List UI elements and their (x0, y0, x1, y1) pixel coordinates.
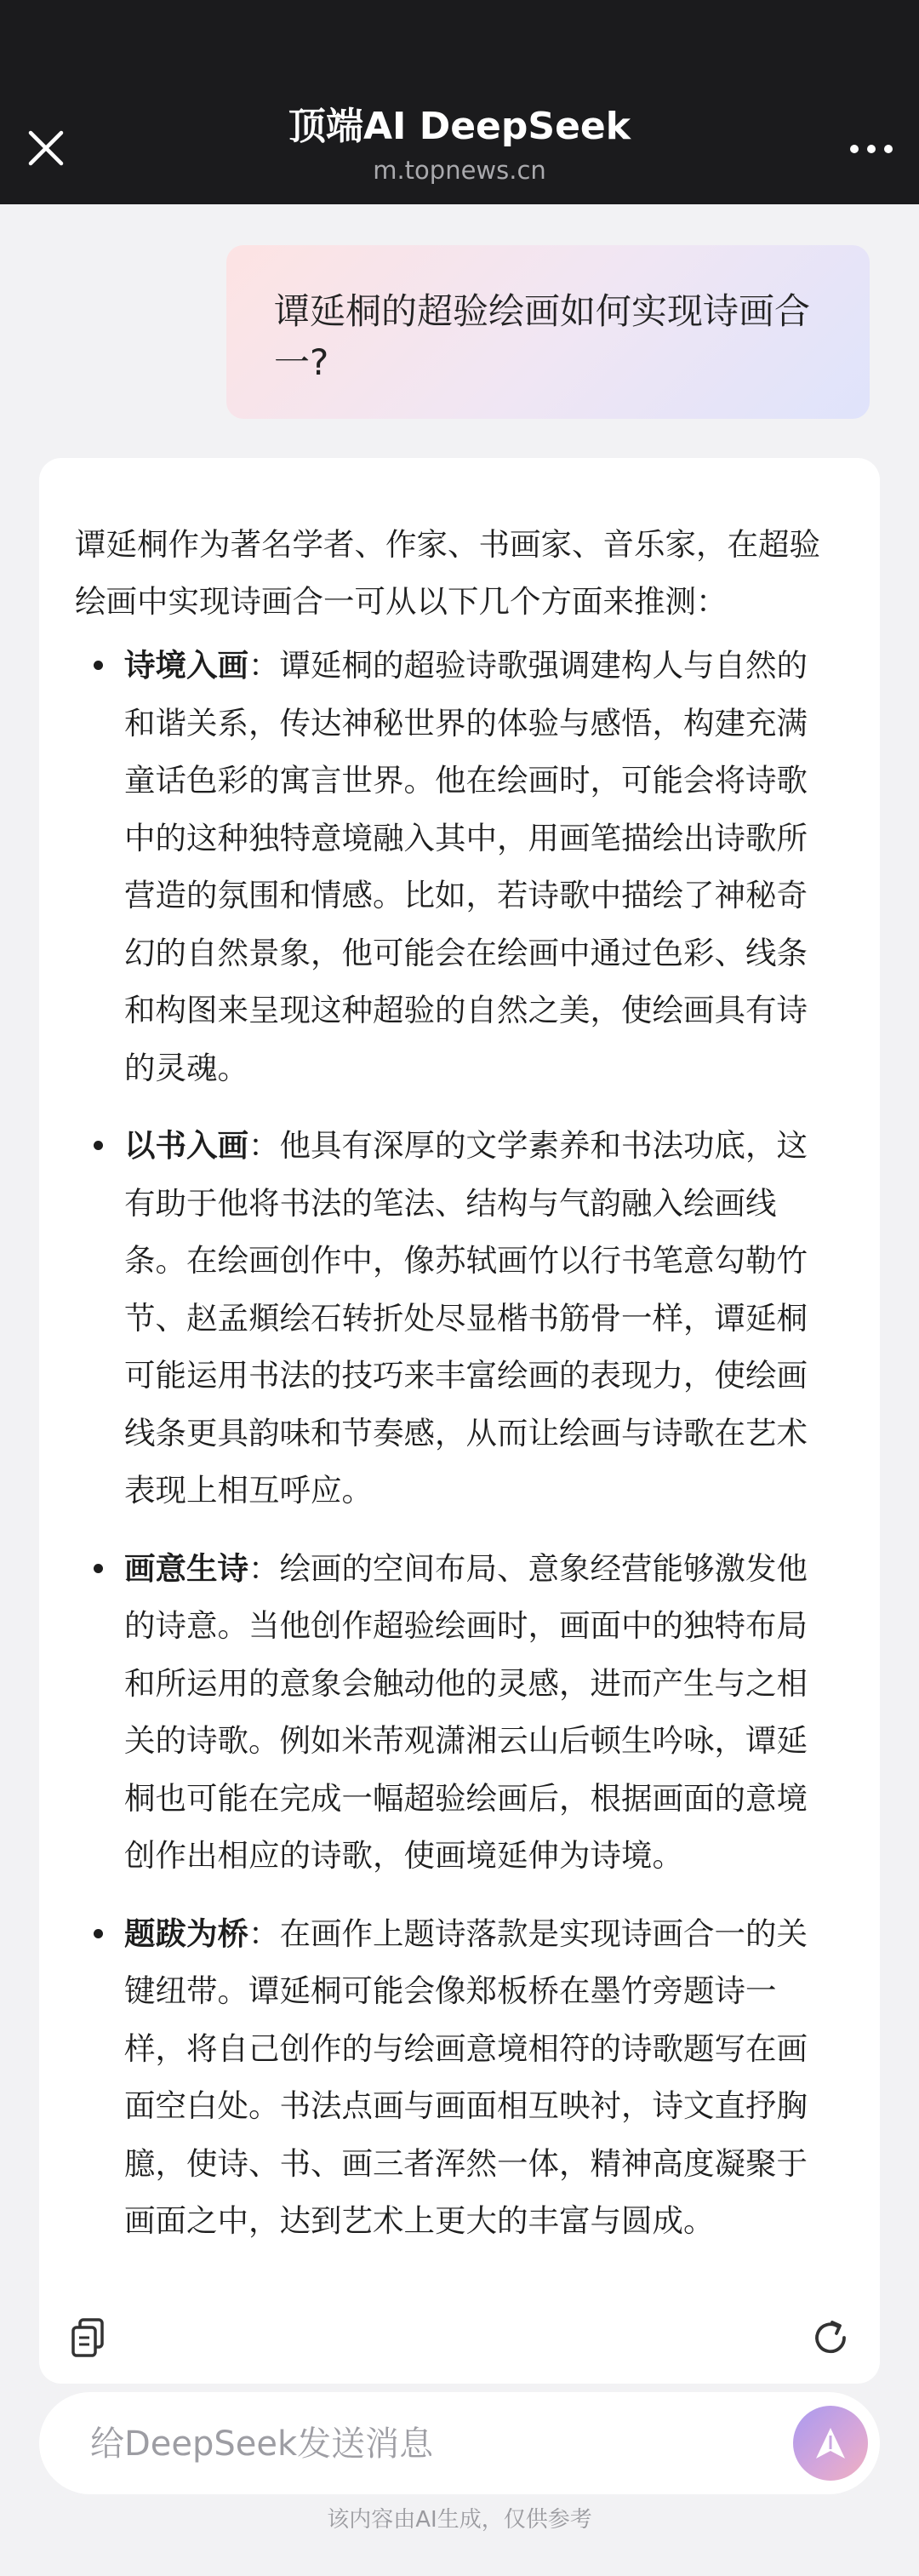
answer-point (75, 1905, 831, 2250)
message-input[interactable] (88, 2418, 773, 2470)
point-text: ：谭延桐的超验诗歌强调建构人与自然的和谐关系，传达神秘世界的体验与感悟，构建充满童话色彩的寓言世界。他在绘画时，可能会将诗歌中的这种独特意境融入其中，用画笔描绘出诗歌所营造的氛围和情感。比如，若诗歌中描绘了神秘奇幻的自然景象，他可能会在绘画中通过色彩、线条和构图来呈现这种超验的自然之美，使绘画具有诗的灵魂。 (124, 647, 808, 1086)
point-text: ：他具有深厚的文学素养和书法功底，这有助于他将书法的笔法、结构与气韵融入绘画线条。在绘画创作中，像苏轼画竹以行书笔意勾勒竹节、赵孟頫绘石转折处尽显楷书筋骨一样，谭延桐可能运用书法的技巧来丰富绘画的表现力，使绘画线条更具韵味和节奏感，从而让绘画与诗歌在艺术表现上相互呼应。 (124, 1127, 808, 1508)
point-text: ：在画作上题诗落款是实现诗画合一的关键纽带。谭延桐可能会像郑板桥在墨竹旁题诗一样，将自己创作的与绘画意境相符的诗歌题写在画面空白处。书法点画与画面相互映衬，诗文直抒胸臆，使诗、书、画三者浑然一体，精神高度凝聚于画面之中，达到艺术上更大的丰富与圆成。 (124, 1915, 808, 2239)
copy-icon (70, 2317, 107, 2358)
send-button[interactable] (793, 2406, 868, 2481)
ai-disclaimer: 该内容由AI生成，仅供参考 (327, 2507, 592, 2533)
user-question-bubble (226, 245, 870, 419)
bullet-dot (94, 1929, 103, 1938)
message-input-bar (39, 2392, 880, 2494)
regenerate-icon (810, 2317, 851, 2358)
bullet-dot (94, 1564, 103, 1573)
user-question-text: 谭延桐的超验绘画如何实现诗画合一? (274, 290, 811, 383)
answer-intro: 谭延桐作为著名学者、作家、书画家、音乐家，在超验绘画中实现诗画合一可从以下几个方面来推测： (75, 526, 820, 620)
point-heading: 画意生诗 (124, 1549, 248, 1587)
page-domain: m.topnews.cn (373, 156, 546, 185)
answer-points-list (75, 637, 831, 2250)
point-heading: 题跋为桥 (124, 1915, 248, 1952)
regenerate-button[interactable] (807, 2314, 854, 2361)
answer-point (75, 1117, 831, 1520)
page-title: 顶端AI DeepSeek (288, 105, 631, 148)
point-heading: 诗境入画 (124, 647, 248, 684)
title-block (0, 104, 919, 187)
more-icon (849, 144, 893, 154)
point-heading: 以书入画 (124, 1127, 248, 1164)
copy-button[interactable] (65, 2314, 112, 2361)
point-text: ：绘画的空间布局、意象经营能够激发他的诗意。当他创作超验绘画时，画面中的独特布局和所运用的意象会触动他的灵感，进而产生与之相关的诗歌。例如米芾观潇湘云山后顿生吟咏，谭延桐也可能在完成一幅超验绘画后，根据画面的意境创作出相应的诗歌，使画境延伸为诗境。 (124, 1549, 808, 1874)
top-bar (0, 0, 919, 204)
bullet-dot (94, 661, 103, 670)
answer-point (75, 1540, 831, 1885)
send-icon (811, 2424, 850, 2463)
answer-point (75, 637, 831, 1096)
bullet-dot (94, 1141, 103, 1150)
more-button[interactable] (846, 128, 897, 170)
answer-card (39, 458, 880, 2384)
